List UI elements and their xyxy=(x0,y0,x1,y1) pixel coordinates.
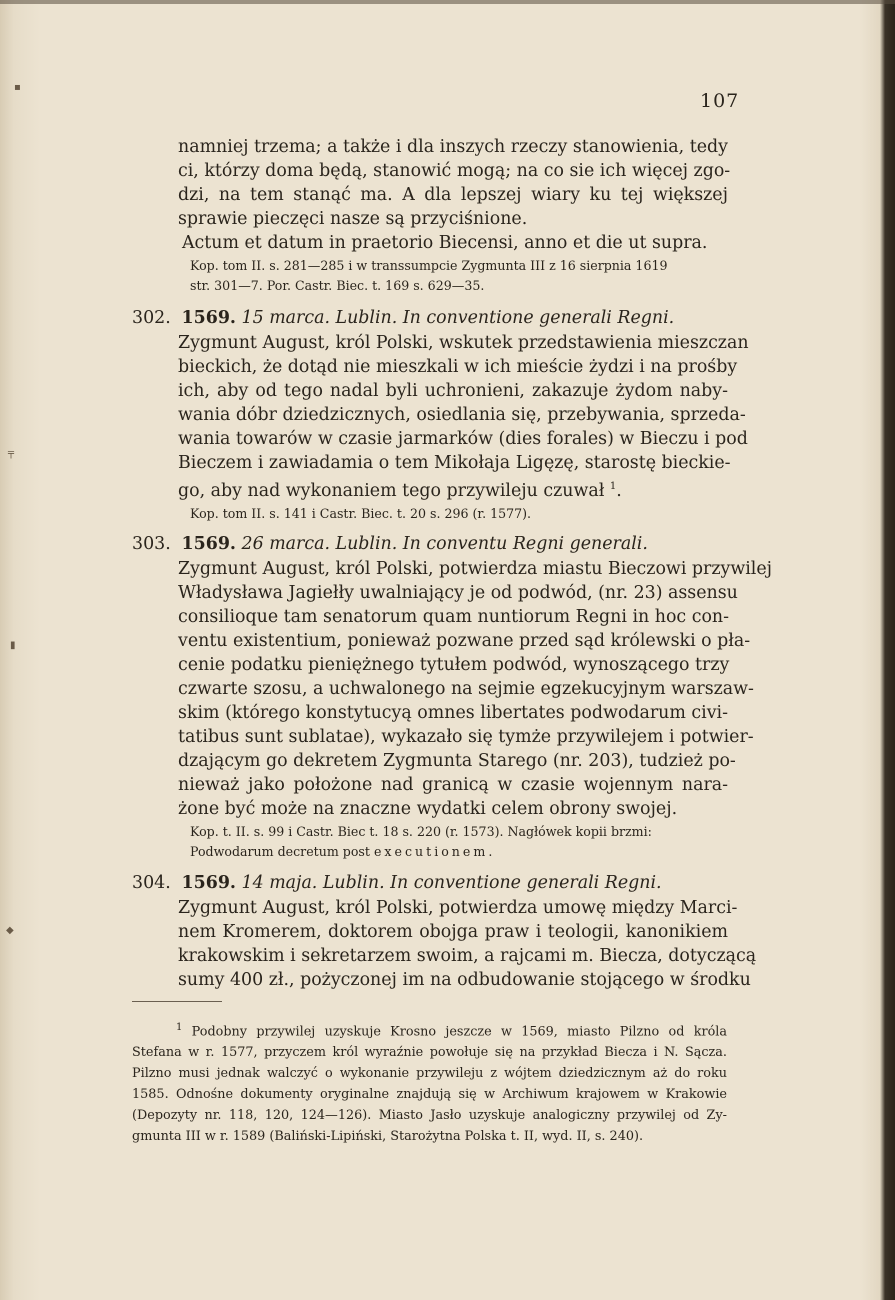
text-line: wania dóbr dziedzicznych, osiedlania się, przebywania, sprzeda- xyxy=(178,405,746,425)
source-note: Kop. tom II. s. 141 i Castr. Biec. t. 20 s. 296 (r. 1577). xyxy=(190,505,532,521)
footnote-separator xyxy=(132,1001,222,1002)
text-line: skim (którego konstytucyą omnes libertates podwodarum civi- xyxy=(178,703,728,723)
entry-date: 15 marca. Lublin. In conventione generali Regni. xyxy=(241,308,675,328)
text-line: sumy 400 zł., pożyczonej im na odbudowanie stojącego w środku xyxy=(178,970,751,990)
footnote-line xyxy=(132,1017,727,1042)
footnote-line-content: Podobny przywilej uzyskuje Krosno jeszcze w 1569, miasto Pilzno od króla xyxy=(191,1024,727,1040)
margin-mark: ╤ xyxy=(8,448,15,459)
margin-mark: ▮ xyxy=(10,640,16,651)
entry-date: 26 marca. Lublin. In conventu Regni generali. xyxy=(241,534,648,554)
text-line: consilioque tam senatorum quam nuntiorum Regni in hoc con- xyxy=(178,607,729,627)
source-note-text: Podwodarum decretum post xyxy=(190,844,370,859)
footnote-line: gmunta III w r. 1589 (Baliński-Lipiński, Starożytna Polska t. II, wyd. II, s. 240). xyxy=(132,1129,644,1145)
text-line: Bieczem i zawiadamia o tem Mikołaja Ligęzę, starostę bieckie- xyxy=(178,453,731,473)
text-line: ich, aby od tego nadal byli uchronieni, zakazuje żydom naby- xyxy=(178,381,728,401)
entry-number: 304. xyxy=(132,873,171,893)
footnote-reference: 1 xyxy=(609,481,617,492)
entry-year: 1569. xyxy=(181,534,236,554)
source-note: str. 301—7. Por. Castr. Biec. t. 169 s. 629—35. xyxy=(190,278,485,293)
entry-number: 302. xyxy=(132,308,171,328)
text-line: Actum et datum in praetorio Biecensi, anno et die ut supra. xyxy=(182,233,708,253)
source-note xyxy=(178,842,728,862)
margin-mark: ▪ xyxy=(14,82,21,93)
text-line: wania towarów w czasie jarmarków (dies forales) w Bieczu i pod xyxy=(178,429,748,449)
source-note-spaced: executionem. xyxy=(373,844,496,859)
text-line: sprawie pieczęci nasze są przyciśnione. xyxy=(178,209,528,229)
page-number: 107 xyxy=(700,90,740,112)
entry-heading xyxy=(132,532,648,556)
text-line: Władysława Jagiełły uwalniający je od podwód, (nr. 23) assensu xyxy=(178,583,738,603)
text-line: nem Kromerem, doktorem obojga praw i teologii, kanonikiem xyxy=(178,922,728,942)
text-line-content: go, aby nad wykonaniem tego przywileju czuwał xyxy=(178,480,605,501)
footnote-line: (Depozyty nr. 118, 120, 124—126). Miasto Jasło uzyskuje analogiczny przywilej od Zy- xyxy=(132,1108,727,1124)
text-line: krakowskim i sekretarzem swoim, a rajcami m. Biecza, dotyczącą xyxy=(178,946,757,966)
text-line: ci, którzy doma będą, stanowić mogą; na co sie ich więcej zgo- xyxy=(178,161,731,181)
text-line: ventu existentium, ponieważ pozwane przed sąd królewski o pła- xyxy=(178,631,751,651)
entry-date: 14 maja. Lublin. In conventione generali Regni. xyxy=(241,873,662,893)
text-line: go, aby nad wykonaniem tego przywileju czuwał $^1$. xyxy=(178,480,622,501)
entry-heading xyxy=(132,306,674,330)
entry-body xyxy=(178,896,757,992)
source-note: Kop. t. II. s. 99 i Castr. Biec t. 18 s. 220 (r. 1573). Nagłówek kopii brzmi: xyxy=(190,824,652,839)
page-top-edge xyxy=(0,0,895,4)
continuation-text xyxy=(178,135,731,296)
text-line: Zygmunt August, król Polski, potwierdza miastu Bieczowi przywilej xyxy=(178,559,773,579)
text-line: namniej trzema; a także i dla inszych rzeczy stanowienia, tedy xyxy=(178,137,728,157)
text-line: żone być może na znaczne wydatki celem obrony swojej. xyxy=(178,799,678,819)
entry-year: 1569. xyxy=(181,873,236,893)
footnote-marker: 1 xyxy=(176,1022,183,1033)
margin-mark: ◆ xyxy=(6,925,14,936)
footnote-line: Pilzno musi jednak walczyć o wykonanie przywileju z wójtem dziedzicznym aż do roku xyxy=(132,1066,727,1082)
text-line: Zygmunt August, król Polski, wskutek przedstawienia mieszczan xyxy=(178,333,749,353)
text-line: nieważ jako położone nad granicą w czasie wojennym nara- xyxy=(178,775,728,795)
text-line: dzającym go dekretem Zygmunta Starego (nr. 203), tudzież po- xyxy=(178,751,736,771)
footnote-line: 1585. Odnośne dokumenty oryginalne znajdują się w Archiwum krajowem w Krakowie xyxy=(132,1087,727,1103)
entry-year: 1569. xyxy=(181,308,236,328)
entry-number: 303. xyxy=(132,534,171,554)
footnote xyxy=(132,1017,727,1147)
entry-heading xyxy=(132,871,662,895)
text-line: tatibus sunt sublatae), wykazało się tymże przywilejem i potwier- xyxy=(178,727,754,747)
entry-body xyxy=(178,557,773,862)
text-line: Zygmunt August, król Polski, potwierdza umowę między Marci- xyxy=(178,898,738,918)
text-line: dzi, na tem stanąć ma. A dla lepszej wiary ku tej większej xyxy=(178,185,728,205)
text-line: cenie podatku pieniężnego tytułem podwód, wynoszącego trzy xyxy=(178,655,730,675)
footnote-line: Stefana w r. 1577, przyczem król wyraźnie powołuje się na przykład Biecza i N. Sącza. xyxy=(132,1045,727,1061)
source-note: Kop. tom II. s. 281—285 i w transsumpcie Zygmunta III z 16 sierpnia 1619 xyxy=(190,258,668,273)
entry-body xyxy=(178,331,749,524)
text-line: bieckich, że dotąd nie mieszkali w ich mieście żydzi i na prośby xyxy=(178,357,738,377)
text-line: czwarte szosu, a uchwalonego na sejmie egzekucyjnym warszaw- xyxy=(178,679,754,699)
